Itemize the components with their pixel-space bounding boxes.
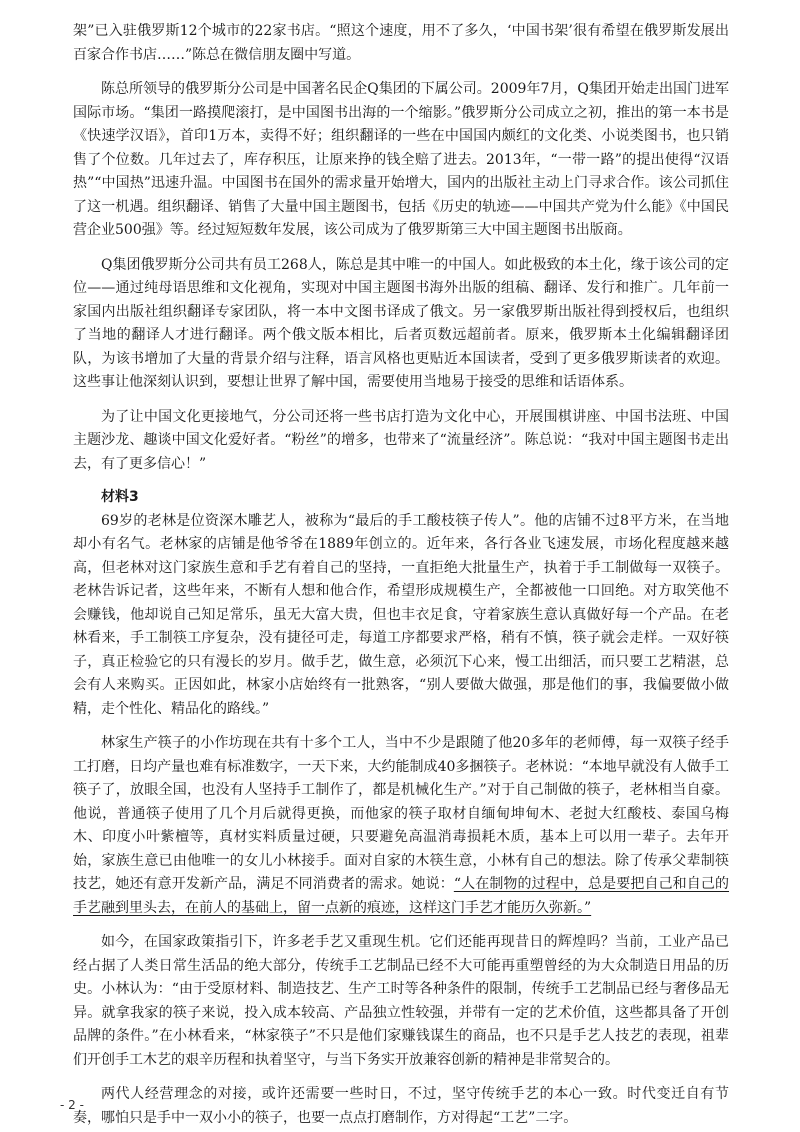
paragraph-m2-3: Q集团俄罗斯分公司共有员工268人，陈总是其中唯一的中国人。如此极致的本土化，缘于该公司的定位——通过纯母语思维和文化视角，实现对中国主题图书海外出版的组稿、翻译、发行和推广。几年前一家国内出版社组织翻译专家团队，将一本中文图书译成了俄文。另一家俄罗斯出版社得到授权后，也组织了当地的翻译人才进行翻译。两个俄文版本相比，后者页数远超前者。原来，俄罗斯本土化编辑翻译团队，为该书增加了大量的背景介绍与注释，语言风格也更贴近本国读者，受到了更多俄罗斯读者的欢迎。这些事让他深刻认识到，要想让世界了解中国，需要使用当地易于接受的思维和话语体系。 [73, 256, 729, 390]
paragraph-m3-4: 两代人经营理念的对接，或许还需要一些时日，不过，坚守传统手艺的本心一致。时代变迁自有节奏，哪怕只是手中一双小小的筷子，也要一点点打磨制作，方对得起“工艺”二字。 [73, 1086, 729, 1126]
paragraph-m3-3: 如今，在国家政策指引下，许多老手艺又重现生机。它们还能再现昔日的辉煌吗？当前，工业产品已经占据了人类日常生活品的绝大部分，传统手工艺制品已经不大可能再重塑曾经的为大众制造日用品的历史。小林认为：“由于受原材料、制造技艺、生产工时等各种条件的限制，传统手工艺制品已经与奢侈品无异。就拿我家的筷子来说，投入成本较高、产品独立性较强，并带有一定的艺术价值，这些都具备了开创品牌的条件。”在小林看来，“林家筷子”不只是他们家赚钱谋生的商品，也不只是手艺人技艺的表现，祖辈们开创手工木艺的艰辛历程和执着坚守，与当下务实开放兼容创新的精神是非常契合的。 [73, 934, 729, 1068]
paragraph-m3-2-text: 林家生产筷子的小作坊现在共有十多个工人，当中不少是跟随了他20多年的老师傅，每一双筷子经手工打磨，日均产量也难有标准数字，一天下来，大约能制成40多捆筷子。老林说：“本地早就没有人做手工筷子了，放眼全国，也没有人坚持手工制作了，都是机械化生产。”对于自己制做的筷子，老林相当自豪。他说，普通筷子使用了几个月后就得更换，而他家的筷子取材自缅甸坤甸木、老挝大红酸枝、泰国乌梅木、印度小叶紫檀等，真材实料质量过硬，只要避免高温消毒损耗木质，基本上可以用一辈子。去年开始，家族生意已由他唯一的女儿小林接手。面对自家的木筷生意，小林有自己的想法。除了传承父辈制筷技艺，她还有意开发新产品，满足不同消费者的需求。她说： [73, 735, 729, 892]
page-number: - 2 - [60, 1098, 84, 1112]
paragraph-m2-2: 陈总所领导的俄罗斯分公司是中国著名民企Q集团的下属公司。2009年7月，Q集团开始走出国门进军国际市场。“集团一路摸爬滚打，是中国图书出海的一个缩影。”俄罗斯分公司成立之初，推出的第一本书是《快速学汉语》，首印1万本，卖得不好；组织翻译的一些在中国国内颇红的文化类、小说类图书，也只销售了个位数。几年过去了，库存积压，让原来挣的钱全赔了进去。2013年，“一带一路”的提出使得“汉语热”“中国热”迅速升温。中国图书在国外的需求量开始增大，国内的出版社主动上门寻求合作。该公司抓住了这一机遇。组织翻译、销售了大量中国主题图书，包括《历史的轨迹——中国共产党为什么能》《中国民营企业500强》等。经过短短数年发展，该公司成为了俄罗斯第三大中国主题图书出版商。 [73, 81, 729, 238]
paragraph-m3-2 [73, 732, 729, 920]
underlined-quote: “人在制物的过程中，总是要把自己和自己的手艺融到里头去，在前人的基础上，留一点新的痕迹，这样这门手艺才能历久弥新。” [73, 876, 730, 916]
document-page [73, 20, 729, 1130]
paragraph-m2-4: 为了让中国文化更接地气，分公司还将一些书店打造为文化中心，开展围棋讲座、中国书法班、中国主题沙龙、趣谈中国文化爱好者。“粉丝”的增多，也带来了“流量经济”。陈总说：“我对中国主题图书走出去，有了更多信心！” [73, 408, 729, 472]
paragraph-m3-1: 69岁的老林是位资深木雕艺人，被称为“最后的手工酸枝筷子传人”。他的店铺不过8平方米，在当地却小有名气。老林家的店铺是他爷爷在1889年创立的。近年来，各行各业飞速发展，市场化程度越来越高，但老林对这门家族生意和手艺有着自己的坚持，一直拒绝大批量生产，执着于手工制做每一双筷子。老林告诉记者，这些年来，不断有人想和他合作，希望形成规模生产，全都被他一口回绝。对方取笑他不会赚钱，他却说自己知足常乐，虽无大富大贵，但也丰衣足食，守着家族生意认真做好每一个产品。在老林看来，手工制筷工序复杂，没有捷径可走，每道工序都要求严格，稍有不慎，筷子就会走样。一双好筷子，真正检验它的只有漫长的岁月。做手艺，做生意，必须沉下心来，慢工出细活，而只要工艺精湛，总会有人来购买。正因如此，林家小店始终有一批熟客，“别人要做大做强，那是他们的事，我偏要做小做精，走个性化、精品化的路线。” [73, 512, 729, 717]
material3-heading: 材料3 [101, 489, 139, 505]
paragraph-m2-1: 架”已入驻俄罗斯12个城市的22家书店。“照这个速度，用不了多久，‘中国书架’很有希望在俄罗斯发展出百家合作书店……”陈总在微信朋友圈中写道。 [73, 23, 729, 63]
